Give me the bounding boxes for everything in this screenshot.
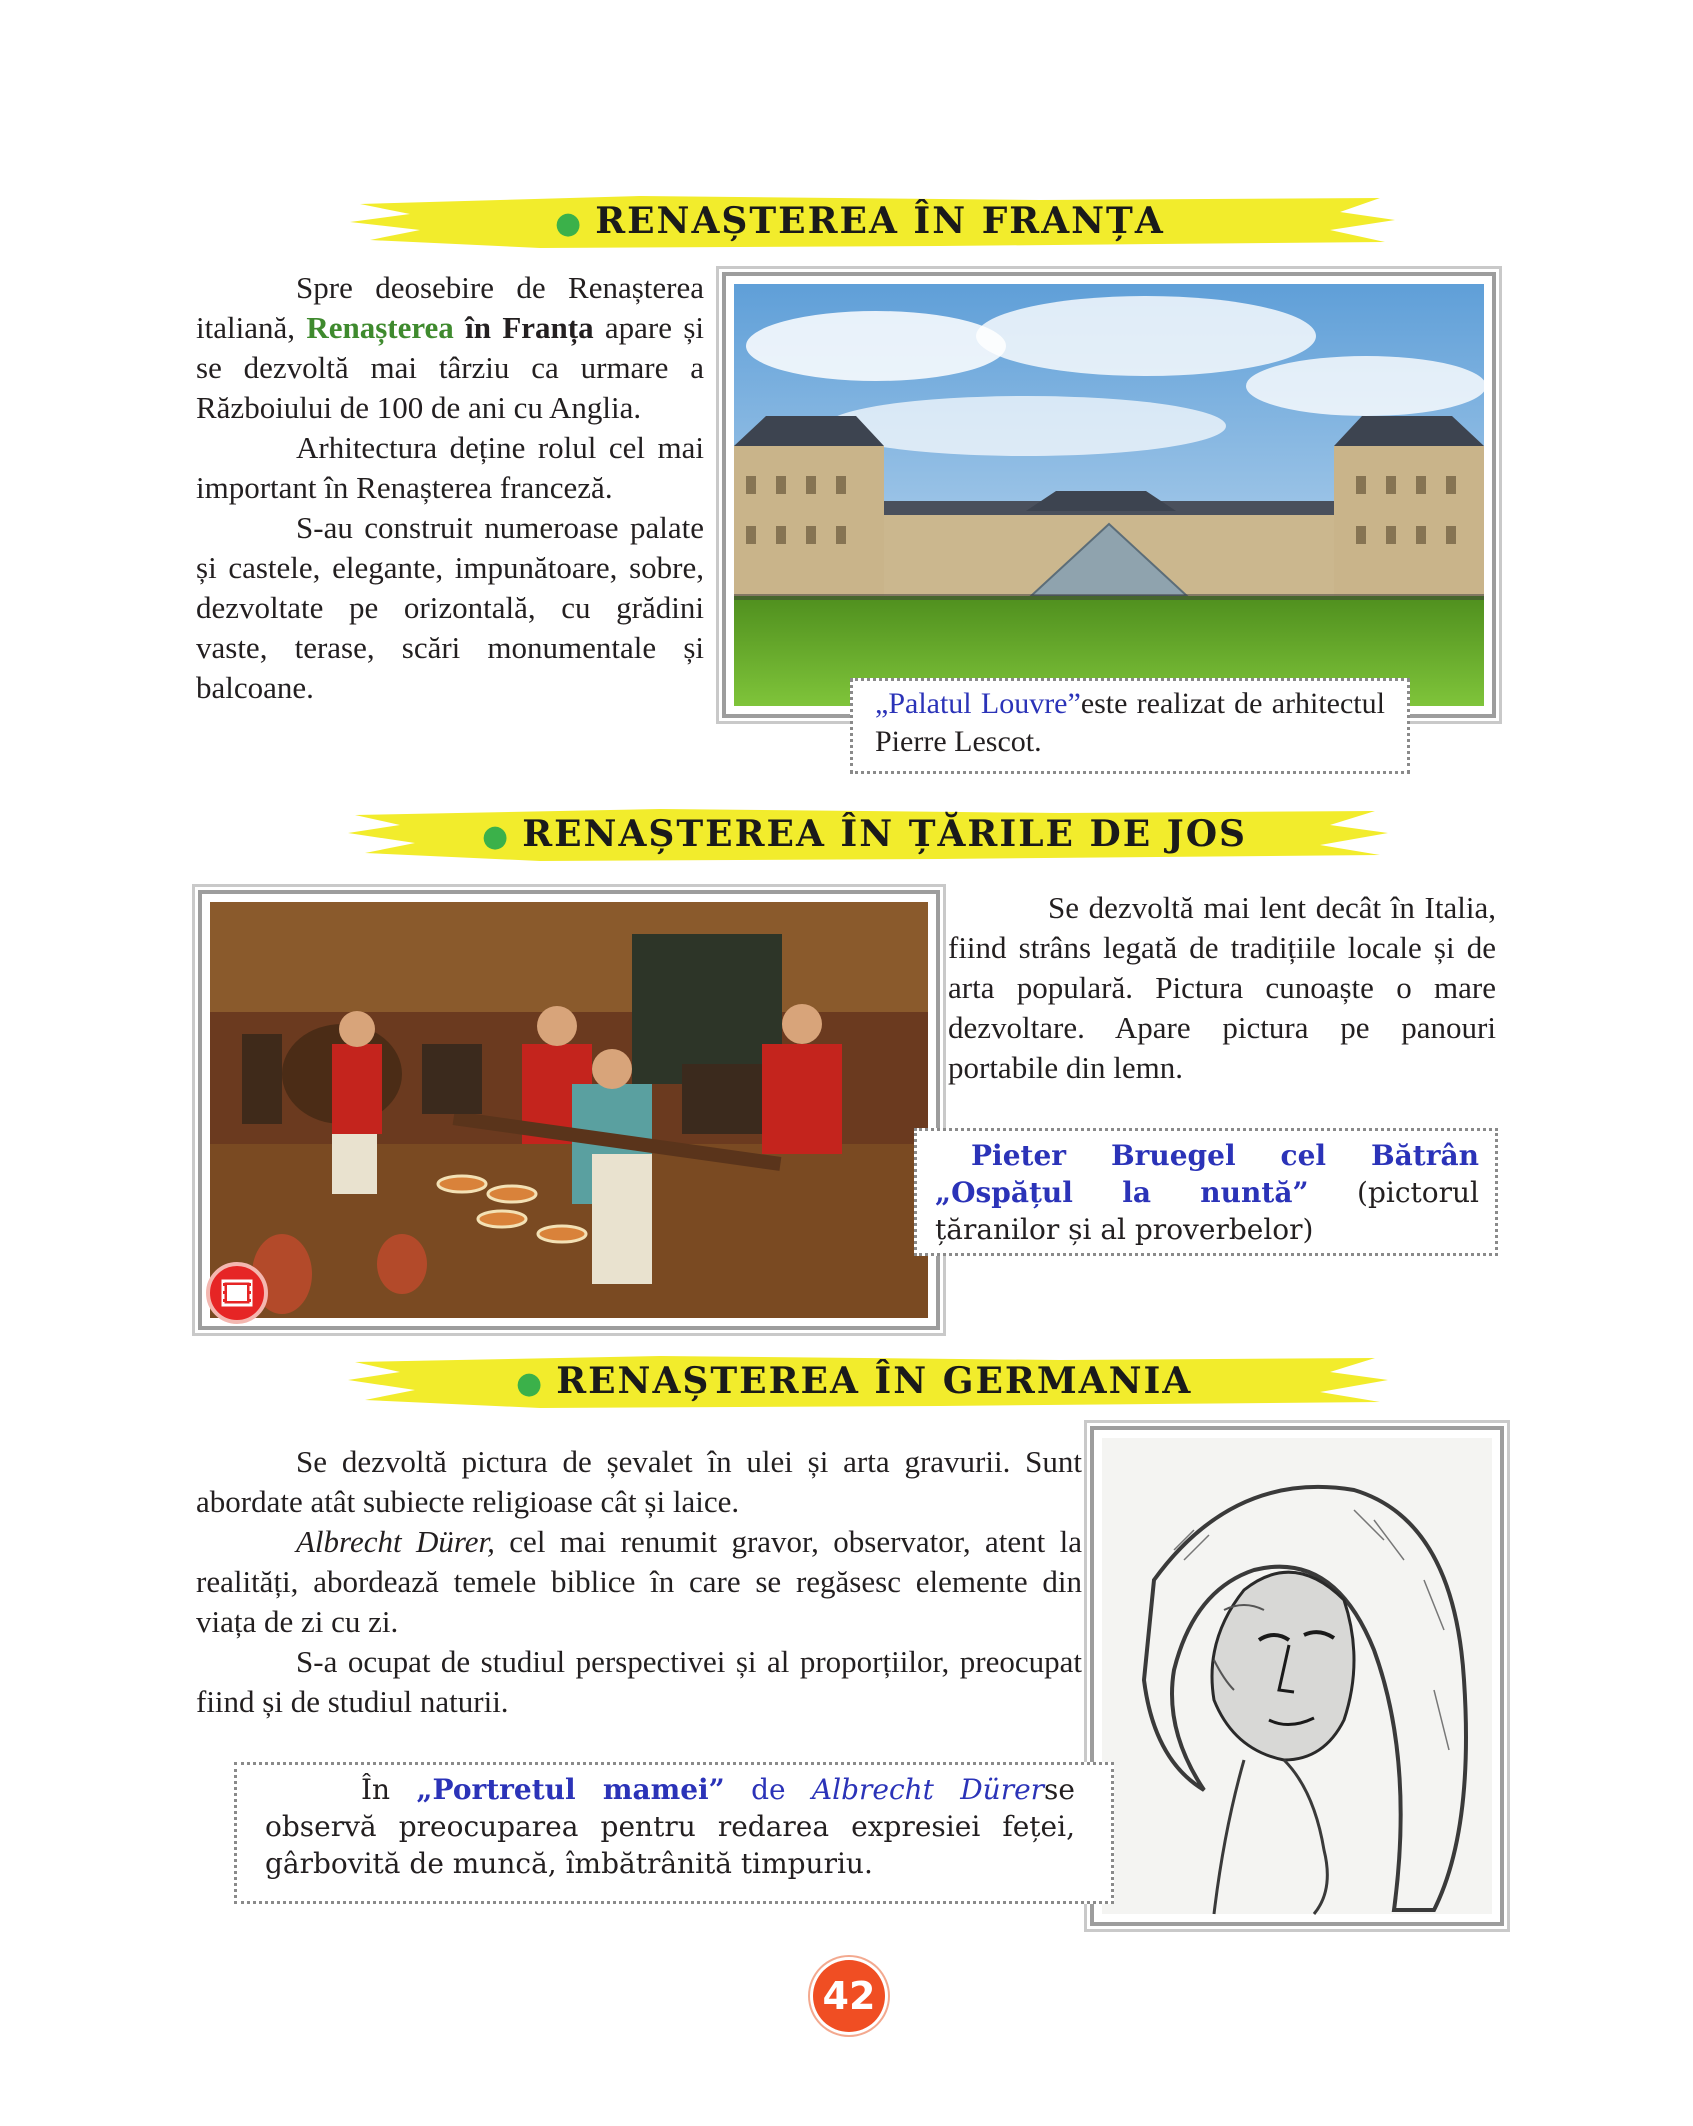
image-louvre (722, 272, 1496, 718)
text-germany: Se dezvoltă pictura de șevalet în ulei și arta gravurii. Sunt abordate atât subiecte religioase cât și laice. Albrecht Dürer, cel mai renumit gravor, observator, atent la realități, abordează temele biblice în care se regăsesc elemente din viața de zi cu zi. S-a ocupat de studiul perspectivei și al proporțiilor, preocupat fiind și de studiul naturii. (196, 1444, 1082, 1719)
heading-france: ● RENAȘTEREA ÎN FRANȚA (555, 200, 1165, 242)
caption-louvre: „Palatul Louvre”este realizat de arhitectul Pierre Lescot. (850, 678, 1410, 774)
caption-durer: În „Portretul mamei” de Albrecht Dürerse observă preocuparea pentru redarea expresiei feței, gârbovită de muncă, îmbătrânită timpuriu. (234, 1762, 1114, 1904)
heading-germany: ● RENAȘTEREA ÎN GERMANIA (516, 1360, 1193, 1402)
bullet-icon: ● (482, 819, 511, 854)
bullet-icon: ● (555, 206, 584, 241)
caption-bruegel: Pieter Bruegel cel Bătrân „Ospățul la nuntă” (pictorul țăranilor și al proverbelor) (914, 1128, 1498, 1256)
film-reel-icon[interactable] (206, 1262, 268, 1324)
page-number-badge: 42 (813, 1960, 885, 2032)
bullet-icon: ● (516, 1366, 545, 1401)
image-durer-portrait (1090, 1426, 1504, 1926)
text-lowlands: Se dezvoltă mai lent decât în Italia, fiind strâns legată de tradițiile locale și de arta populară. Pictura cunoaște o mare dezvoltare. Apare pictura pe panouri portabile din lemn. (948, 890, 1496, 1085)
heading-lowlands: ● RENAȘTEREA ÎN ȚĂRILE DE JOS (482, 813, 1248, 855)
image-bruegel (198, 890, 940, 1330)
text-france: Spre deosebire de Renașterea italiană, Renașterea în Franța apare și se dezvoltă mai târziu ca urmare a Războiului de 100 de ani cu Anglia. Arhitectura deține rolul cel mai important în Renașterea franceză. S-au construit numeroase palate și castele, elegante, impunătoare, sobre, dezvoltate pe orizontală, cu grădini vaste, terase, scări monumentale și balcoane. (196, 270, 704, 705)
